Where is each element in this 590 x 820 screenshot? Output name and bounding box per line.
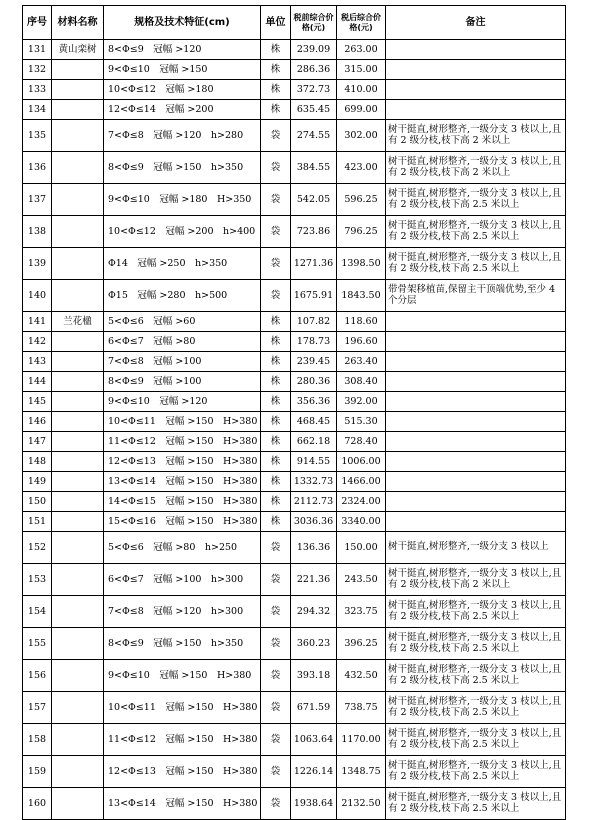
price-after-tax: 432.50 [337,660,386,692]
price-after-tax: 796.25 [337,216,386,248]
unit-cell: 株 [261,472,291,492]
price-before-tax: 1271.36 [291,248,337,280]
price-after-tax: 1398.50 [337,248,386,280]
spec-cell: 7<Φ≤8 冠幅 >100 [104,352,261,372]
note-cell [386,332,566,352]
unit-cell: 株 [261,312,291,332]
material-name [52,352,104,372]
price-after-tax: 196.60 [337,332,386,352]
table-row [23,80,566,100]
spec-cell: 9<Φ≤10 冠幅 >150 [104,60,261,80]
material-name [52,492,104,512]
spec-cell: Φ15 冠幅 >280 h>500 [104,280,261,312]
note-cell: 树干挺直,树形整齐,一级分支 3 枝以上,且有 2 级分枝,枝下高 2 米以上 [386,152,566,184]
row-number: 146 [23,412,52,432]
price-before-tax: 384.55 [291,152,337,184]
header-note: 备注 [386,6,566,40]
price-after-tax: 728.40 [337,432,386,452]
note-cell: 树干挺直,树形整齐,一级分支 3 枝以上,且有 2 级分枝,枝下高 2.5 米以上 [386,788,566,820]
table-row [23,756,566,788]
material-name [52,788,104,820]
table-row [23,372,566,392]
note-cell [386,312,566,332]
row-number: 157 [23,692,52,724]
note-cell [386,60,566,80]
unit-cell: 株 [261,492,291,512]
unit-cell: 株 [261,392,291,412]
spec-cell: 9<Φ≤10 冠幅 >150 H>380 [104,660,261,692]
price-after-tax: 392.00 [337,392,386,412]
price-after-tax: 738.75 [337,692,386,724]
unit-cell: 袋 [261,280,291,312]
spec-cell: 7<Φ≤8 冠幅 >120 h>300 [104,596,261,628]
price-before-tax: 1332.73 [291,472,337,492]
unit-cell: 袋 [261,184,291,216]
table-row [23,152,566,184]
row-number: 158 [23,724,52,756]
spec-cell: 8<Φ≤9 冠幅 >100 [104,372,261,392]
table-row [23,312,566,332]
row-number: 144 [23,372,52,392]
price-after-tax: 263.00 [337,40,386,60]
price-before-tax: 280.36 [291,372,337,392]
price-before-tax: 1063.64 [291,724,337,756]
note-cell [386,452,566,472]
price-before-tax: 3036.36 [291,512,337,532]
row-number: 151 [23,512,52,532]
note-cell: 树干挺直,树形整齐,一级分支 3 枝以上 [386,532,566,564]
note-cell [386,40,566,60]
row-number: 136 [23,152,52,184]
price-after-tax: 596.25 [337,184,386,216]
row-number: 156 [23,660,52,692]
unit-cell: 袋 [261,692,291,724]
row-number: 154 [23,596,52,628]
note-cell [386,352,566,372]
row-number: 148 [23,452,52,472]
row-number: 142 [23,332,52,352]
price-before-tax: 635.45 [291,100,337,120]
price-before-tax: 671.59 [291,692,337,724]
spec-cell: 12<Φ≤13 冠幅 >150 H>380 [104,452,261,472]
material-name [52,452,104,472]
spec-cell: 10<Φ≤11 冠幅 >150 H>380 [104,692,261,724]
price-before-tax: 294.32 [291,596,337,628]
price-after-tax: 323.75 [337,596,386,628]
row-number: 132 [23,60,52,80]
note-cell: 树干挺直,树形整齐,一级分支 3 枝以上,且有 2 级分枝,枝下高 2.5 米以上 [386,596,566,628]
material-name [52,392,104,412]
price-after-tax: 315.00 [337,60,386,80]
spec-cell: 9<Φ≤10 冠幅 >120 [104,392,261,412]
row-number: 143 [23,352,52,372]
price-after-tax: 118.60 [337,312,386,332]
table-row [23,660,566,692]
price-before-tax: 286.36 [291,60,337,80]
table-row [23,532,566,564]
row-number: 138 [23,216,52,248]
note-cell: 树干挺直,树形整齐,一级分支 3 枝以上,且有 2 级分枝,枝下高 2.5 米以上 [386,628,566,660]
row-number: 140 [23,280,52,312]
spec-cell: 13<Φ≤14 冠幅 >150 H>380 [104,472,261,492]
spec-cell: 5<Φ≤6 冠幅 >60 [104,312,261,332]
spec-cell: 9<Φ≤10 冠幅 >180 H>350 [104,184,261,216]
unit-cell: 株 [261,80,291,100]
note-cell: 树干挺直,树形整齐,一级分支 3 枝以上,且有 2 级分枝,枝下高 2.5 米以上 [386,184,566,216]
row-number: 152 [23,532,52,564]
price-after-tax: 150.00 [337,532,386,564]
note-cell: 带骨架移植苗,保留主干顶端优势,至少 4 个分层 [386,280,566,312]
material-name: 兰花楹 [52,312,104,332]
table-row [23,392,566,412]
unit-cell: 株 [261,512,291,532]
table-row [23,40,566,60]
price-before-tax: 356.36 [291,392,337,412]
material-name [52,248,104,280]
price-after-tax: 1466.00 [337,472,386,492]
spec-cell: Φ14 冠幅 >250 h>350 [104,248,261,280]
unit-cell: 株 [261,60,291,80]
price-before-tax: 1675.91 [291,280,337,312]
price-before-tax: 136.36 [291,532,337,564]
material-name [52,100,104,120]
unit-cell: 袋 [261,216,291,248]
table-row [23,492,566,512]
unit-cell: 袋 [261,724,291,756]
note-cell: 树干挺直,树形整齐,一级分支 3 枝以上,且有 2 级分枝,枝下高 2 米以上 [386,564,566,596]
note-cell: 树干挺直,树形整齐,一级分支 3 枝以上,且有 2 级分枝,枝下高 2.5 米以上 [386,724,566,756]
unit-cell: 袋 [261,628,291,660]
material-name [52,532,104,564]
material-name [52,184,104,216]
price-after-tax: 1843.50 [337,280,386,312]
spec-cell: 6<Φ≤7 冠幅 >100 h>300 [104,564,261,596]
material-name [52,332,104,352]
header-unit: 单位 [261,6,291,40]
row-number: 134 [23,100,52,120]
note-cell: 树干挺直,树形整齐,一级分支 3 枝以上,且有 2 级分枝,枝下高 2.5 米以上 [386,216,566,248]
unit-cell: 株 [261,372,291,392]
price-before-tax: 221.36 [291,564,337,596]
header-material-name: 材料名称 [52,6,104,40]
table-row [23,788,566,820]
price-after-tax: 243.50 [337,564,386,596]
spec-cell: 11<Φ≤12 冠幅 >150 H>380 [104,432,261,452]
material-name [52,152,104,184]
row-number: 139 [23,248,52,280]
material-name [52,280,104,312]
spec-cell: 13<Φ≤14 冠幅 >150 H>380 [104,788,261,820]
spec-cell: 14<Φ≤15 冠幅 >150 H>380 [104,492,261,512]
price-after-tax: 263.40 [337,352,386,372]
price-before-tax: 1226.14 [291,756,337,788]
spec-cell: 10<Φ≤12 冠幅 >180 [104,80,261,100]
price-after-tax: 396.25 [337,628,386,660]
header-price-after-tax: 税后综合价格(元) [337,6,386,40]
note-cell [386,100,566,120]
row-number: 135 [23,120,52,152]
material-name [52,692,104,724]
spec-cell: 15<Φ≤16 冠幅 >150 H>380 [104,512,261,532]
row-number: 159 [23,756,52,788]
material-name [52,660,104,692]
price-before-tax: 107.82 [291,312,337,332]
spec-cell: 7<Φ≤8 冠幅 >120 h>280 [104,120,261,152]
note-cell: 树干挺直,树形整齐,一级分支 3 枝以上,且有 2 级分枝,枝下高 2.5 米以上 [386,756,566,788]
material-name [52,80,104,100]
unit-cell: 株 [261,40,291,60]
table-body [23,40,566,820]
unit-cell: 株 [261,412,291,432]
unit-cell: 袋 [261,120,291,152]
note-cell: 树干挺直,树形整齐,一级分支 3 枝以上,且有 2 级分枝,枝下高 2.5 米以上 [386,692,566,724]
material-name [52,628,104,660]
table-row [23,332,566,352]
row-number: 153 [23,564,52,596]
price-after-tax: 3340.00 [337,512,386,532]
spec-cell: 8<Φ≤9 冠幅 >120 [104,40,261,60]
material-name [52,596,104,628]
material-name [52,432,104,452]
price-after-tax: 410.00 [337,80,386,100]
price-before-tax: 914.55 [291,452,337,472]
material-name [52,564,104,596]
material-name [52,372,104,392]
spec-cell: 12<Φ≤13 冠幅 >150 H>380 [104,756,261,788]
row-number: 150 [23,492,52,512]
row-number: 155 [23,628,52,660]
price-after-tax: 302.00 [337,120,386,152]
price-before-tax: 1938.64 [291,788,337,820]
row-number: 131 [23,40,52,60]
table-row [23,472,566,492]
unit-cell: 袋 [261,660,291,692]
row-number: 160 [23,788,52,820]
row-number: 147 [23,432,52,452]
price-before-tax: 178.73 [291,332,337,352]
header-row [23,6,566,40]
table-row [23,248,566,280]
table-row [23,724,566,756]
note-cell [386,372,566,392]
unit-cell: 袋 [261,756,291,788]
price-after-tax: 308.40 [337,372,386,392]
table-row [23,452,566,472]
unit-cell: 株 [261,352,291,372]
price-before-tax: 542.05 [291,184,337,216]
spec-cell: 8<Φ≤9 冠幅 >150 h>350 [104,152,261,184]
header-no: 序号 [23,6,52,40]
row-number: 133 [23,80,52,100]
table-row [23,512,566,532]
note-cell [386,432,566,452]
table-row [23,628,566,660]
material-name [52,60,104,80]
price-after-tax: 2132.50 [337,788,386,820]
unit-cell: 袋 [261,788,291,820]
price-before-tax: 239.45 [291,352,337,372]
note-cell [386,512,566,532]
unit-cell: 袋 [261,248,291,280]
price-after-tax: 1170.00 [337,724,386,756]
note-cell [386,492,566,512]
spec-cell: 8<Φ≤9 冠幅 >150 h>350 [104,628,261,660]
table-row [23,184,566,216]
price-before-tax: 662.18 [291,432,337,452]
header-spec: 规格及技术特征(cm) [104,6,261,40]
table-row [23,60,566,80]
table-row [23,280,566,312]
spec-cell: 6<Φ≤7 冠幅 >80 [104,332,261,352]
material-name [52,120,104,152]
price-before-tax: 723.86 [291,216,337,248]
table-row [23,432,566,452]
unit-cell: 株 [261,332,291,352]
table-row [23,352,566,372]
price-after-tax: 2324.00 [337,492,386,512]
price-before-tax: 372.73 [291,80,337,100]
price-before-tax: 2112.73 [291,492,337,512]
price-after-tax: 423.00 [337,152,386,184]
note-cell [386,80,566,100]
table-row [23,100,566,120]
note-cell [386,412,566,432]
material-name [52,412,104,432]
price-table [22,5,566,820]
table-row [23,120,566,152]
material-name [52,216,104,248]
unit-cell: 株 [261,452,291,472]
table-row [23,692,566,724]
unit-cell: 袋 [261,152,291,184]
note-cell: 树干挺直,树形整齐,一级分支 3 枝以上,且有 2 级分枝,枝下高 2 米以上 [386,120,566,152]
price-before-tax: 239.09 [291,40,337,60]
material-name [52,724,104,756]
spec-cell: 10<Φ≤11 冠幅 >150 H>380 [104,412,261,432]
price-before-tax: 360.23 [291,628,337,660]
price-before-tax: 468.45 [291,412,337,432]
price-after-tax: 1006.00 [337,452,386,472]
unit-cell: 袋 [261,564,291,596]
price-after-tax: 699.00 [337,100,386,120]
price-before-tax: 274.55 [291,120,337,152]
note-cell [386,472,566,492]
row-number: 145 [23,392,52,412]
material-name [52,512,104,532]
spec-cell: 5<Φ≤6 冠幅 >80 h>250 [104,532,261,564]
price-after-tax: 515.30 [337,412,386,432]
spec-cell: 10<Φ≤12 冠幅 >200 h>400 [104,216,261,248]
table-row [23,564,566,596]
material-name [52,756,104,788]
price-after-tax: 1348.75 [337,756,386,788]
material-name [52,472,104,492]
unit-cell: 株 [261,100,291,120]
table-row [23,216,566,248]
material-name: 黄山栾树 [52,40,104,60]
unit-cell: 袋 [261,596,291,628]
row-number: 137 [23,184,52,216]
note-cell [386,392,566,412]
row-number: 141 [23,312,52,332]
price-before-tax: 393.18 [291,660,337,692]
spec-cell: 12<Φ≤14 冠幅 >200 [104,100,261,120]
note-cell: 树干挺直,树形整齐,一级分支 3 枝以上,且有 2 级分枝,枝下高 2.5 米以上 [386,248,566,280]
header-price-before-tax: 税前综合价格(元) [291,6,337,40]
table-row [23,596,566,628]
note-cell: 树干挺直,树形整齐,一级分支 3 枝以上,且有 2 级分枝,枝下高 2.5 米以上 [386,660,566,692]
row-number: 149 [23,472,52,492]
unit-cell: 袋 [261,532,291,564]
spec-cell: 11<Φ≤12 冠幅 >150 H>380 [104,724,261,756]
unit-cell: 株 [261,432,291,452]
table-row [23,412,566,432]
